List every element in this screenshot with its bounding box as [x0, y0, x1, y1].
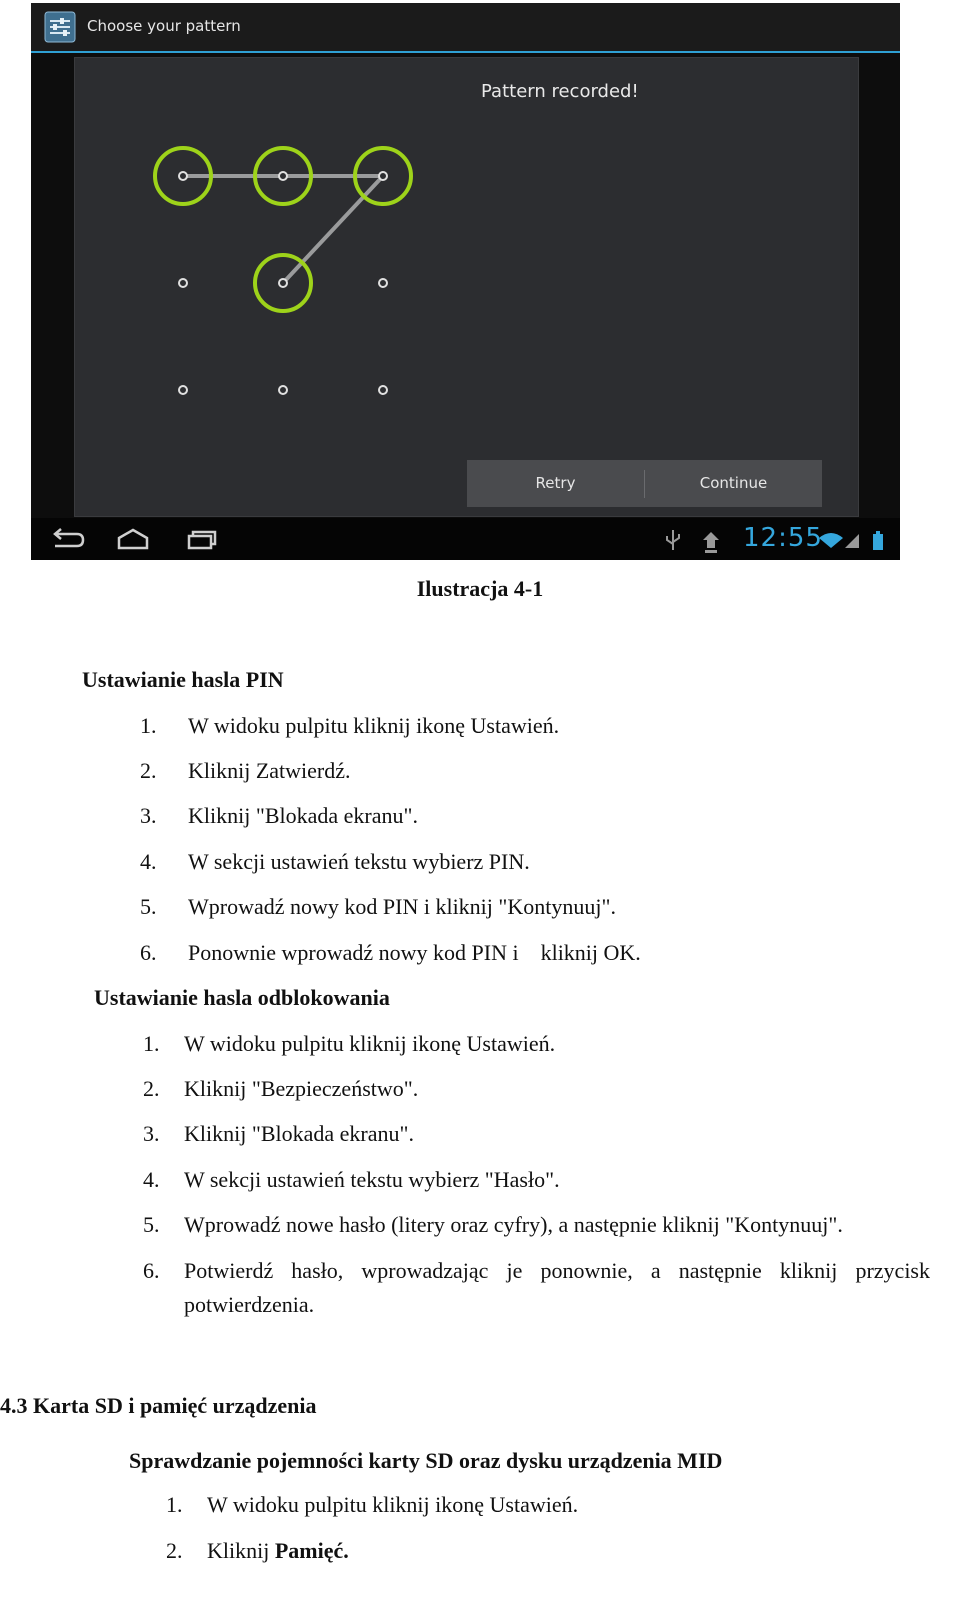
status-clock: 12:55 [743, 523, 823, 553]
list-item: Kliknij "Blokada ekranu". [188, 803, 418, 828]
list-item: W sekcji ustawień tekstu wybierz "Hasło". [184, 1167, 560, 1192]
list-item: W widoku pulpitu kliknij ikonę Ustawień. [184, 1031, 556, 1056]
step-number: 1. [143, 1031, 160, 1056]
back-icon [55, 529, 83, 546]
pattern-dot [279, 386, 287, 394]
list-item: W sekcji ustawień tekstu wybierz PIN. [188, 849, 530, 874]
figure-caption: Ilustracja 4-1 [416, 576, 544, 601]
list-item: Wprowadź nowe hasło (litery oraz cyfry), a następnie kliknij "Kontynuuj". [184, 1212, 843, 1237]
pattern-path [183, 176, 383, 283]
step-number: 4. [143, 1167, 160, 1192]
list-item: Potwierdź hasło, wprowadzając je ponownie, a następnie kliknij przycisk [184, 1258, 930, 1283]
screen-title: Choose your pattern [87, 17, 241, 35]
sd-subheading: Sprawdzanie pojemności karty SD oraz dysku urządzenia MID [129, 1448, 723, 1473]
step-number: 2. [140, 758, 157, 783]
pattern-dot [379, 279, 387, 287]
step-number: 2. [166, 1538, 183, 1563]
step-number: 6. [140, 940, 157, 965]
step-number: 4. [140, 849, 157, 874]
step-number: 3. [140, 803, 157, 828]
battery-icon [873, 531, 883, 550]
pattern-dot [279, 172, 287, 180]
step-number: 1. [140, 713, 157, 738]
step-number: 5. [143, 1212, 160, 1237]
list-item [207, 1538, 349, 1564]
continue-button[interactable]: Continue [699, 474, 768, 492]
step-number: 6. [143, 1258, 160, 1283]
list-item: W widoku pulpitu kliknij ikonę Ustawień. [207, 1492, 579, 1517]
recent-apps-icon [189, 532, 215, 548]
step-number: 2. [143, 1076, 160, 1101]
pattern-dot [179, 386, 187, 394]
signal-icon [845, 534, 859, 548]
retry-button[interactable]: Retry [535, 474, 576, 492]
step-number: 3. [143, 1121, 160, 1146]
list-item: Kliknij "Blokada ekranu". [184, 1121, 414, 1146]
list-item: Kliknij Zatwierdź. [188, 758, 351, 783]
debug-icon [703, 532, 719, 553]
list-item-continuation: potwierdzenia. [184, 1292, 315, 1317]
usb-icon [667, 530, 679, 550]
list-item: Ponownie wprowadź nowy kod PIN i kliknij OK. [188, 940, 641, 965]
list-item: Kliknij "Bezpieczeństwo". [184, 1076, 419, 1101]
pattern-dot [279, 279, 287, 287]
pattern-dot [179, 172, 187, 180]
tablet-screenshot [31, 3, 900, 560]
pattern-dot [379, 386, 387, 394]
list-item-bold: Pamięć. [274, 1538, 349, 1563]
home-icon [119, 530, 147, 548]
pattern-dot [379, 172, 387, 180]
unlock-section-heading: Ustawianie hasla odblokowania [94, 985, 390, 1010]
button-bar [467, 460, 822, 507]
list-item-text: Kliknij [207, 1538, 275, 1563]
list-item: W widoku pulpitu kliknij ikonę Ustawień. [188, 713, 560, 738]
step-number: 1. [166, 1492, 183, 1517]
list-item: Wprowadź nowy kod PIN i kliknij "Kontynuuj". [188, 894, 616, 919]
status-message: Pattern recorded! [481, 81, 639, 102]
pattern-dot [179, 279, 187, 287]
sd-section-heading: 4.3 Karta SD i pamięć urządzenia [0, 1393, 317, 1418]
pin-section-heading: Ustawianie hasla PIN [82, 667, 284, 692]
step-number: 5. [140, 894, 157, 919]
